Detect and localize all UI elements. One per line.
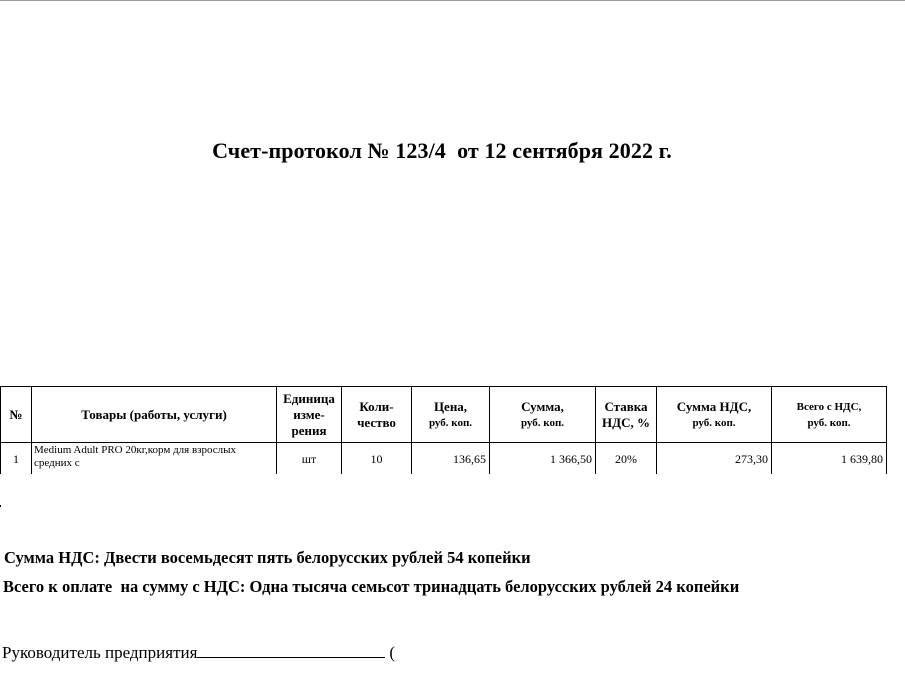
table-row — [1, 443, 887, 476]
header-vat-rate: Ставка НДС, % — [596, 387, 657, 443]
cell-vat-rate: 20% — [596, 443, 657, 476]
document-title: Счет-протокол № 123/4 от 12 сентября 2022 г. — [212, 138, 672, 163]
cell-qty: 10 — [342, 443, 412, 476]
vat-sum-text: Сумма НДС: Двести восемьдесят пять белорусских рублей 54 копейки — [4, 548, 531, 567]
cell-total: 1 639,80 — [772, 443, 887, 476]
header-unit: Единица изме- рения — [277, 387, 342, 443]
top-border — [0, 0, 905, 1]
signature-suffix: ( — [389, 643, 396, 662]
header-sum: Сумма, руб. коп. — [490, 387, 596, 443]
table-cutoff-mask — [0, 474, 905, 514]
cell-sum: 1 366,50 — [490, 443, 596, 476]
page-tick-mark — [0, 505, 1, 507]
total-payment-text: Всего к оплате на сумму с НДС: Одна тысяча семьсот тринадцать белорусских рублей 24 копейки — [3, 577, 740, 596]
header-price: Цена, руб. коп. — [412, 387, 490, 443]
header-goods: Товары (работы, услуги) — [32, 387, 277, 443]
signature-line — [2, 643, 395, 663]
cell-unit: шт — [277, 443, 342, 476]
header-vat-sum: Сумма НДС, руб. коп. — [657, 387, 772, 443]
invoice-table — [0, 386, 887, 475]
cell-goods: Medium Adult PRO 20кг,корм для взрослых средних с — [32, 443, 277, 476]
cell-num: 1 — [1, 443, 32, 476]
header-qty: Коли- чество — [342, 387, 412, 443]
signature-blank — [197, 643, 385, 658]
signature-label: Руководитель предприятия — [2, 643, 198, 662]
header-num: № — [1, 387, 32, 443]
table-header-row — [1, 387, 887, 443]
header-total: Всего с НДС, руб. коп. — [772, 387, 887, 443]
cell-vat-sum: 273,30 — [657, 443, 772, 476]
cell-price: 136,65 — [412, 443, 490, 476]
